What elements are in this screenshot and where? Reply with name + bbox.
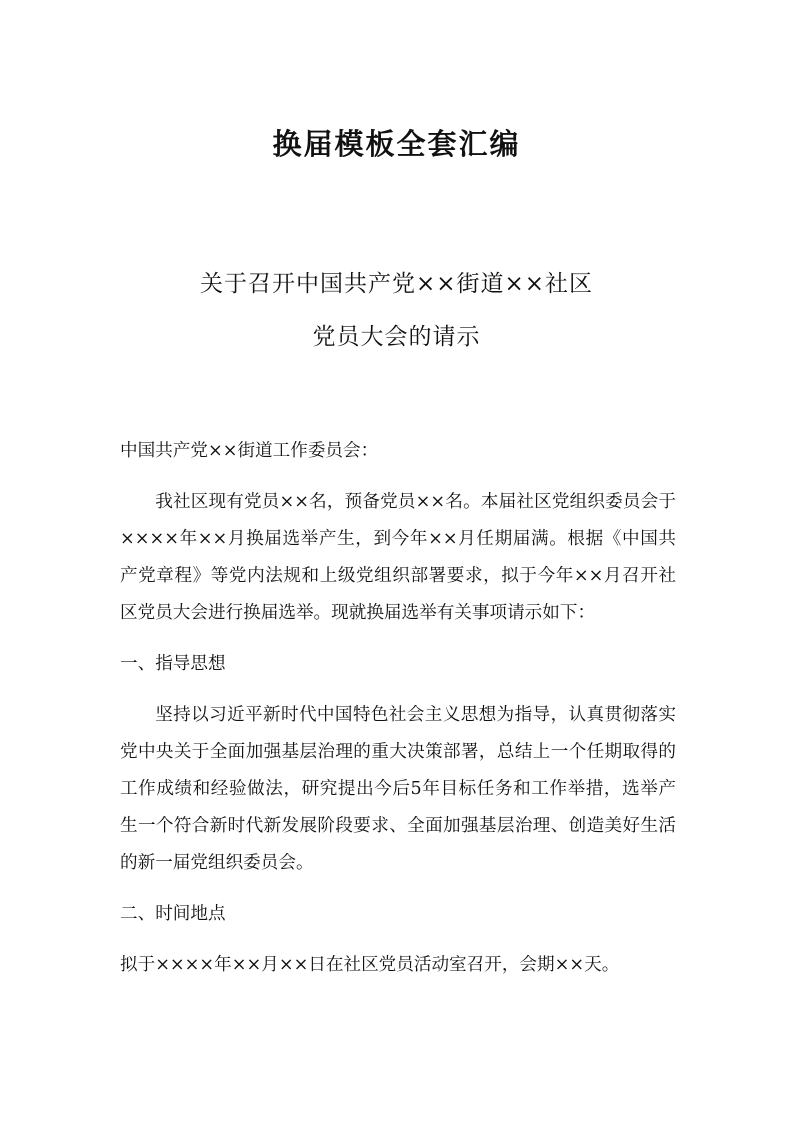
document-title: 换届模板全套汇编	[272, 127, 521, 161]
section-heading-guiding-ideology: 一、指导思想	[120, 654, 226, 674]
guiding-ideology-paragraph: 坚持以习近平新时代中国特色社会主义思想为指导，认真贯彻落实党中央关于全面加强基层治理的重大决策部署，总结上一个任期取得的工作成绩和经验做法，研究提出今后5年目标任务和工作举措，选举产生一个符合新时代新发展阶段要求、全面加强基层治理、创造美好生活的新一届党组织委员会。	[120, 705, 676, 873]
request-title-line-1: 关于召开中国共产党××街道××社区	[199, 271, 594, 297]
time-place-paragraph: 拟于××××年××月××日在社区党员活动室召开，会期××天。	[120, 955, 620, 975]
request-title-line-2: 党员大会的请示	[312, 324, 481, 350]
section-heading-time-place: 二、时间地点	[120, 904, 226, 924]
salutation: 中国共产党××街道工作委员会：	[120, 441, 379, 461]
intro-paragraph: 我社区现有党员××名，预备党员××名。本届社区党组织委员会于××××年××月换届选举产生，到今年××月任期届满。根据《中国共产党章程》等党内法规和上级党组织部署要求，拟于今年××月召开社区党员大会进行换届选举。现就换届选举有关事项请示如下：	[120, 492, 676, 623]
document-body	[120, 433, 676, 998]
